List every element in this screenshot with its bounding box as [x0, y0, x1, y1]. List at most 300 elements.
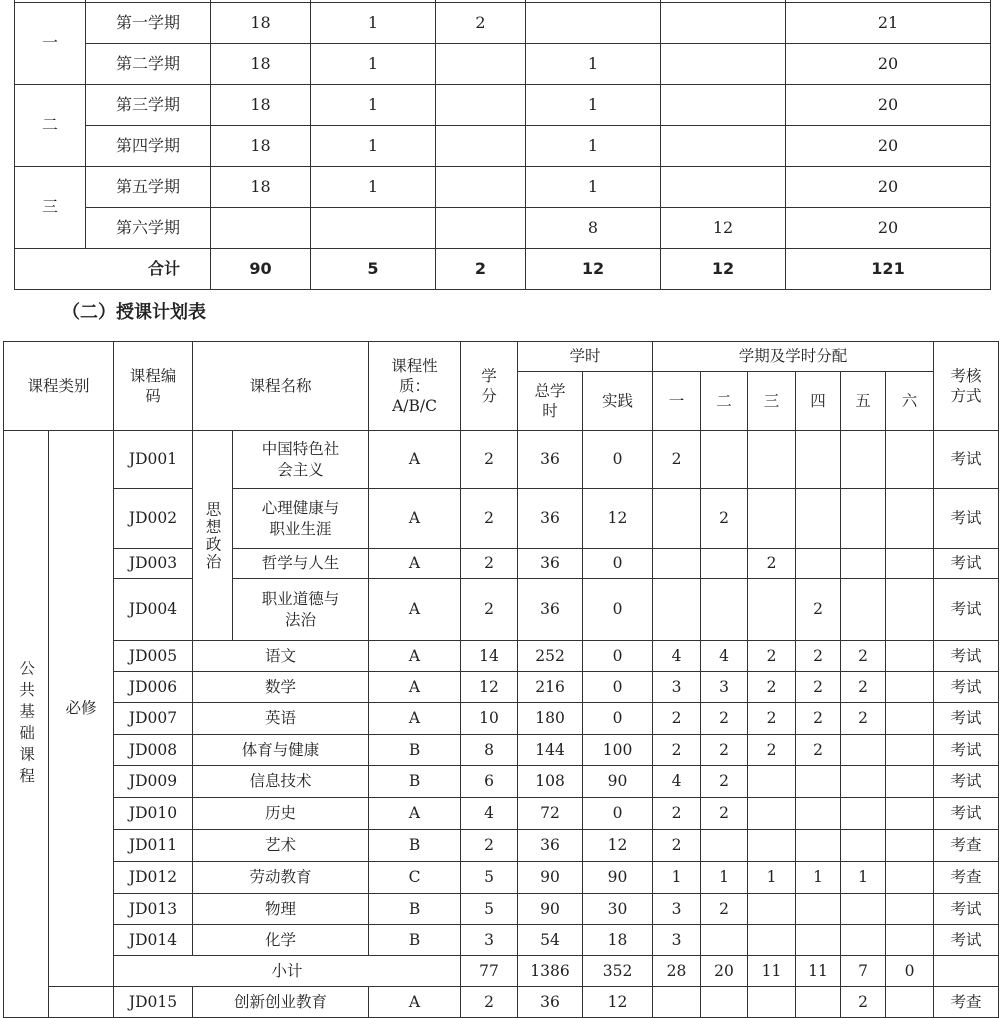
year-cell: 一 [15, 3, 86, 85]
total-label: 合计 [15, 249, 211, 290]
name-cell: 哲学与人生 [233, 549, 369, 579]
semester-cell [796, 925, 841, 956]
semester-cell: 2 [841, 672, 886, 703]
semester-cell [841, 549, 886, 579]
practice-cell: 0 [583, 431, 653, 489]
subtotal-row [4, 956, 999, 987]
credit-cell: 14 [461, 641, 518, 672]
year-cell: 二 [15, 85, 86, 167]
semester-cell [653, 489, 701, 549]
header-semester: 六 [886, 372, 934, 431]
hours-cell: 54 [518, 925, 583, 956]
exam-cell: 考试 [934, 641, 999, 672]
code-cell: JD014 [114, 925, 193, 956]
nature-cell: A [369, 489, 461, 549]
value-cell: 1 [526, 44, 661, 85]
credit-cell: 2 [461, 489, 518, 549]
semester-cell [886, 489, 934, 549]
semester-cell [748, 798, 796, 830]
semester-cell [796, 431, 841, 489]
value-cell: 20 [786, 126, 991, 167]
value-cell: 20 [786, 85, 991, 126]
semester-cell [886, 549, 934, 579]
term-cell: 第五学期 [86, 167, 211, 208]
value-cell: 1 [311, 167, 436, 208]
semester-cell [653, 987, 701, 1018]
term-cell: 第一学期 [86, 3, 211, 44]
exam-cell: 考试 [934, 703, 999, 735]
semester-cell: 2 [701, 703, 748, 735]
table-row [15, 167, 991, 208]
semester-cell [841, 579, 886, 641]
hours-cell: 36 [518, 549, 583, 579]
semester-cell: 4 [653, 641, 701, 672]
code-cell: JD001 [114, 431, 193, 489]
term-cell: 第六学期 [86, 208, 211, 249]
total-value: 12 [661, 249, 786, 290]
table-row [15, 3, 991, 44]
exam-cell: 考查 [934, 862, 999, 894]
semester-cell: 2 [653, 703, 701, 735]
header-category: 课程类别 [4, 342, 114, 431]
total-value: 121 [786, 249, 991, 290]
value-cell: 1 [526, 85, 661, 126]
header-semester: 五 [841, 372, 886, 431]
course-row [4, 672, 999, 703]
practice-cell: 0 [583, 641, 653, 672]
exam-cell: 考试 [934, 431, 999, 489]
subcategory-cell: 必修 [49, 431, 114, 987]
practice-cell: 90 [583, 766, 653, 798]
semester-cell [701, 549, 748, 579]
practice-cell: 0 [583, 798, 653, 830]
credit-cell: 3 [461, 925, 518, 956]
header-practice: 实践 [583, 372, 653, 431]
practice-cell: 18 [583, 925, 653, 956]
semester-cell: 2 [653, 830, 701, 862]
value-cell [436, 208, 526, 249]
semester-cell: 2 [748, 549, 796, 579]
code-cell: JD007 [114, 703, 193, 735]
semester-cell: 2 [701, 766, 748, 798]
name-cell: 职业道德与法治 [233, 579, 369, 641]
semester-cell: 2 [841, 641, 886, 672]
value-cell: 20 [786, 208, 991, 249]
value-cell [311, 208, 436, 249]
value-cell [436, 126, 526, 167]
semester-cell [796, 489, 841, 549]
name-cell: 劳动教育 [193, 862, 369, 894]
value-cell: 1 [526, 126, 661, 167]
value-cell: 18 [211, 3, 311, 44]
semester-cell: 2 [748, 672, 796, 703]
table-row [15, 126, 991, 167]
semester-cell [748, 925, 796, 956]
header-semester: 四 [796, 372, 841, 431]
semester-cell [841, 894, 886, 925]
nature-cell: A [369, 641, 461, 672]
header-total-hours: 总学时 [518, 372, 583, 431]
semester-cell: 28 [653, 956, 701, 987]
code-cell: JD002 [114, 489, 193, 549]
course-row [4, 489, 999, 549]
practice-cell: 0 [583, 703, 653, 735]
exam-cell: 考试 [934, 766, 999, 798]
semester-cell: 2 [748, 641, 796, 672]
term-cell: 第三学期 [86, 85, 211, 126]
semester-cell [701, 925, 748, 956]
semester-cell: 20 [701, 956, 748, 987]
practice-cell: 12 [583, 830, 653, 862]
value-cell [661, 44, 786, 85]
nature-cell: A [369, 579, 461, 641]
semester-cell [841, 798, 886, 830]
value-cell: 1 [311, 126, 436, 167]
header-semester: 三 [748, 372, 796, 431]
credit-cell: 2 [461, 987, 518, 1018]
practice-cell: 352 [583, 956, 653, 987]
semester-cell: 2 [796, 735, 841, 766]
nature-cell: A [369, 549, 461, 579]
nature-cell: B [369, 925, 461, 956]
code-cell: JD006 [114, 672, 193, 703]
credit-cell: 2 [461, 830, 518, 862]
exam-cell: 考试 [934, 489, 999, 549]
semester-cell [886, 641, 934, 672]
hours-cell: 36 [518, 987, 583, 1018]
header-exam: 考核方式 [934, 342, 999, 431]
semester-cell: 2 [653, 735, 701, 766]
semester-cell: 2 [841, 987, 886, 1018]
nature-cell: A [369, 672, 461, 703]
value-cell: 18 [211, 167, 311, 208]
term-cell: 第四学期 [86, 126, 211, 167]
semester-cell: 2 [748, 703, 796, 735]
semester-cell [796, 830, 841, 862]
header-semester: 二 [701, 372, 748, 431]
semester-cell [886, 830, 934, 862]
semester-cell: 4 [701, 641, 748, 672]
term-cell: 第二学期 [86, 44, 211, 85]
name-cell: 化学 [193, 925, 369, 956]
course-row [4, 862, 999, 894]
course-row [4, 766, 999, 798]
code-cell: JD012 [114, 862, 193, 894]
exam-cell: 考试 [934, 894, 999, 925]
code-cell: JD004 [114, 579, 193, 641]
header-hours: 学时 [518, 342, 653, 372]
semester-cell: 2 [796, 579, 841, 641]
hours-cell: 36 [518, 489, 583, 549]
semester-cell [748, 894, 796, 925]
exam-cell: 考试 [934, 672, 999, 703]
code-cell: JD010 [114, 798, 193, 830]
semester-cell [748, 489, 796, 549]
section-title: （二）授课计划表 [62, 302, 206, 323]
practice-cell: 90 [583, 862, 653, 894]
semester-cell [701, 830, 748, 862]
code-cell: JD011 [114, 830, 193, 862]
semester-cell [796, 987, 841, 1018]
semester-cell [701, 431, 748, 489]
header-nature: 课程性质：A/B/C [369, 342, 461, 431]
name-cell: 中国特色社会主义 [233, 431, 369, 489]
credit-cell: 2 [461, 431, 518, 489]
course-row [4, 798, 999, 830]
semester-cell [796, 766, 841, 798]
semester-cell: 2 [796, 703, 841, 735]
table-row [15, 44, 991, 85]
value-cell [661, 85, 786, 126]
table-row [15, 85, 991, 126]
semester-cell: 2 [748, 735, 796, 766]
course-row [4, 703, 999, 735]
nature-cell: A [369, 431, 461, 489]
hours-cell: 180 [518, 703, 583, 735]
total-value: 2 [436, 249, 526, 290]
name-cell: 历史 [193, 798, 369, 830]
value-cell [661, 167, 786, 208]
semester-cell [886, 798, 934, 830]
nature-cell: A [369, 987, 461, 1018]
semester-cell [841, 830, 886, 862]
course-row [4, 735, 999, 766]
semester-cell [841, 735, 886, 766]
credit-cell: 12 [461, 672, 518, 703]
name-cell: 英语 [193, 703, 369, 735]
credit-cell: 2 [461, 579, 518, 641]
exam-cell: 考查 [934, 830, 999, 862]
course-row [4, 431, 999, 489]
value-cell [436, 44, 526, 85]
semester-schedule-table [14, 0, 991, 290]
name-cell: 物理 [193, 894, 369, 925]
semester-cell: 2 [796, 641, 841, 672]
semester-cell [886, 987, 934, 1018]
name-cell: 艺术 [193, 830, 369, 862]
value-cell: 18 [211, 44, 311, 85]
hours-cell: 252 [518, 641, 583, 672]
value-cell [436, 85, 526, 126]
semester-cell: 4 [653, 766, 701, 798]
semester-cell: 3 [653, 894, 701, 925]
subcategory-cell [49, 987, 114, 1018]
year-cell: 三 [15, 167, 86, 249]
value-cell: 20 [786, 167, 991, 208]
semester-cell: 3 [653, 672, 701, 703]
practice-cell: 0 [583, 549, 653, 579]
course-row [4, 549, 999, 579]
total-value: 5 [311, 249, 436, 290]
semester-cell [841, 925, 886, 956]
practice-cell: 12 [583, 987, 653, 1018]
hours-cell: 216 [518, 672, 583, 703]
course-row [4, 830, 999, 862]
hours-cell: 36 [518, 579, 583, 641]
value-cell: 1 [311, 3, 436, 44]
semester-cell: 2 [841, 703, 886, 735]
nature-cell: B [369, 735, 461, 766]
value-cell: 18 [211, 85, 311, 126]
header-credit: 学分 [461, 342, 518, 431]
nature-cell: B [369, 894, 461, 925]
semester-cell: 11 [796, 956, 841, 987]
name-cell: 体育与健康 [193, 735, 369, 766]
practice-cell: 30 [583, 894, 653, 925]
hours-cell: 90 [518, 862, 583, 894]
exam-cell: 考试 [934, 798, 999, 830]
semester-cell: 1 [841, 862, 886, 894]
semester-cell: 3 [701, 672, 748, 703]
semester-cell: 2 [653, 798, 701, 830]
semester-cell: 7 [841, 956, 886, 987]
header-code: 课程编码 [114, 342, 193, 431]
hours-cell: 72 [518, 798, 583, 830]
name-cell: 数学 [193, 672, 369, 703]
value-cell: 8 [526, 208, 661, 249]
semester-cell [886, 894, 934, 925]
semester-cell: 2 [653, 431, 701, 489]
hours-cell: 36 [518, 830, 583, 862]
credit-cell: 6 [461, 766, 518, 798]
semester-cell: 1 [796, 862, 841, 894]
hours-cell: 90 [518, 894, 583, 925]
semester-cell [748, 579, 796, 641]
semester-cell [886, 672, 934, 703]
semester-cell [653, 549, 701, 579]
practice-cell: 0 [583, 579, 653, 641]
code-cell: JD005 [114, 641, 193, 672]
semester-cell: 0 [886, 956, 934, 987]
semester-cell [701, 987, 748, 1018]
nature-cell: B [369, 830, 461, 862]
credit-cell: 4 [461, 798, 518, 830]
semester-cell: 1 [653, 862, 701, 894]
group-cell: 思想政治 [193, 431, 233, 641]
exam-cell [934, 956, 999, 987]
code-cell: JD013 [114, 894, 193, 925]
course-row [4, 579, 999, 641]
value-cell: 20 [786, 44, 991, 85]
hours-cell: 108 [518, 766, 583, 798]
semester-cell [748, 431, 796, 489]
credit-cell: 10 [461, 703, 518, 735]
semester-cell [841, 431, 886, 489]
exam-cell: 考查 [934, 987, 999, 1018]
semester-cell [886, 925, 934, 956]
name-cell: 信息技术 [193, 766, 369, 798]
semester-cell [886, 735, 934, 766]
semester-cell: 1 [701, 862, 748, 894]
semester-cell: 2 [701, 735, 748, 766]
semester-cell: 3 [653, 925, 701, 956]
semester-cell: 2 [701, 894, 748, 925]
semester-cell [748, 766, 796, 798]
name-cell: 心理健康与职业生涯 [233, 489, 369, 549]
semester-cell [796, 549, 841, 579]
semester-cell [653, 579, 701, 641]
nature-cell: A [369, 798, 461, 830]
nature-cell: C [369, 862, 461, 894]
category-cell: 公共基础课程 [4, 431, 49, 1018]
practice-cell: 100 [583, 735, 653, 766]
header-semesters: 学期及学时分配 [653, 342, 934, 372]
value-cell: 18 [211, 126, 311, 167]
value-cell [211, 208, 311, 249]
nature-cell: B [369, 766, 461, 798]
value-cell: 2 [436, 3, 526, 44]
exam-cell: 考试 [934, 735, 999, 766]
semester-cell: 1 [748, 862, 796, 894]
total-value: 90 [211, 249, 311, 290]
course-plan-table [3, 341, 999, 1018]
semester-cell [886, 431, 934, 489]
hours-cell: 144 [518, 735, 583, 766]
total-row [15, 249, 991, 290]
subtotal-label: 小计 [114, 956, 461, 987]
semester-cell [748, 987, 796, 1018]
header-semester: 一 [653, 372, 701, 431]
semester-cell [748, 830, 796, 862]
credit-cell: 77 [461, 956, 518, 987]
course-row [4, 987, 999, 1018]
credit-cell: 2 [461, 549, 518, 579]
value-cell [661, 3, 786, 44]
semester-cell: 11 [748, 956, 796, 987]
code-cell: JD003 [114, 549, 193, 579]
value-cell: 1 [526, 167, 661, 208]
table-row [15, 208, 991, 249]
code-cell: JD008 [114, 735, 193, 766]
total-value: 12 [526, 249, 661, 290]
code-cell: JD009 [114, 766, 193, 798]
semester-cell: 2 [701, 798, 748, 830]
value-cell: 21 [786, 3, 991, 44]
course-row [4, 925, 999, 956]
value-cell: 1 [311, 85, 436, 126]
semester-cell [841, 489, 886, 549]
exam-cell: 考试 [934, 579, 999, 641]
semester-cell [701, 579, 748, 641]
header-row [4, 342, 999, 372]
nature-cell: A [369, 703, 461, 735]
value-cell: 1 [311, 44, 436, 85]
exam-cell: 考试 [934, 549, 999, 579]
credit-cell: 8 [461, 735, 518, 766]
semester-cell: 2 [701, 489, 748, 549]
semester-cell [796, 894, 841, 925]
semester-cell: 2 [796, 672, 841, 703]
hours-cell: 1386 [518, 956, 583, 987]
course-row [4, 641, 999, 672]
semester-cell [796, 798, 841, 830]
value-cell: 12 [661, 208, 786, 249]
credit-cell: 5 [461, 894, 518, 925]
semester-cell [886, 766, 934, 798]
semester-cell [886, 579, 934, 641]
value-cell [436, 167, 526, 208]
value-cell [661, 126, 786, 167]
semester-cell [886, 703, 934, 735]
header-name: 课程名称 [193, 342, 369, 431]
name-cell: 创新创业教育 [193, 987, 369, 1018]
credit-cell: 5 [461, 862, 518, 894]
practice-cell: 12 [583, 489, 653, 549]
semester-cell [841, 766, 886, 798]
name-cell: 语文 [193, 641, 369, 672]
exam-cell: 考试 [934, 925, 999, 956]
course-row [4, 894, 999, 925]
